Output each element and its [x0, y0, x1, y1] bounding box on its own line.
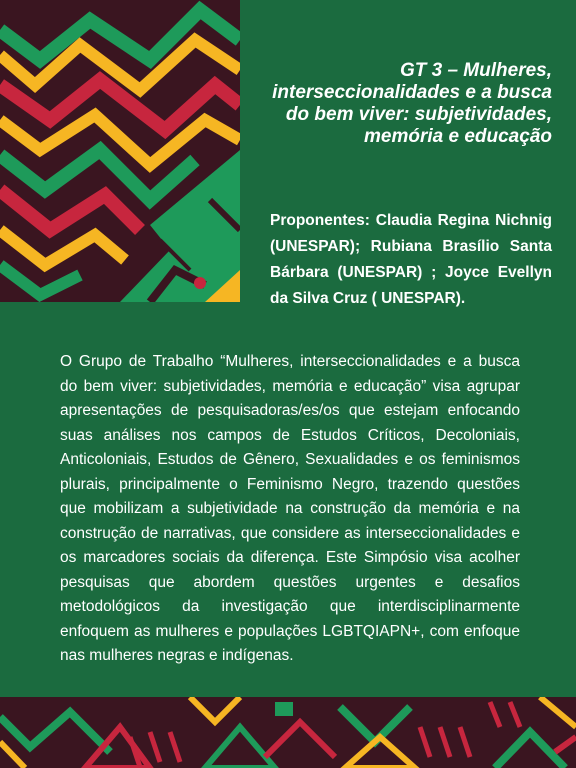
proponents-text: Proponentes: Claudia Regina Nichnig (UNESPAR); Rubiana Brasílio Santa Bárbara (UNESPAR) ; Joyce Evellyn da Silva Cruz ( UNESPAR). — [270, 212, 552, 307]
geometric-border-graphic — [0, 697, 576, 768]
decorative-pattern-top — [0, 0, 240, 302]
description-text: O Grupo de Trabalho “Mulheres, interseccionalidades e a busca do bem viver: subjetividades, memória e educação” visa agrupar apresentações de pesquisadoras/es/os que estejam enfocando suas análises nos campos de Estudos Críticos, Decoloniais, Anticoloniais, Estudos de Gênero, Sexualidades e os feminismos plurais, principalmente o Feminismo Negro, trazendo questões que mobilizam a subjetividade na construção da memória e na construção de narrativas, que considere as interseccionalidades e os marcadores sociais da diferença. Este Simpósio visa acolher pesquisas que abordem questões urgentes e desafios metodológicos da investigação que interdisciplinarmente enfoquem as mulheres e populações LGBTQIAPN+, com enfoque nas mulheres negras e indígenas. — [60, 353, 520, 664]
page-title: GT 3 – Mulheres, interseccionalidades e a busca do bem viver: subjetividades, memória e educação — [272, 60, 552, 147]
geometric-pattern-graphic — [0, 0, 240, 302]
decorative-pattern-bottom — [0, 697, 576, 768]
